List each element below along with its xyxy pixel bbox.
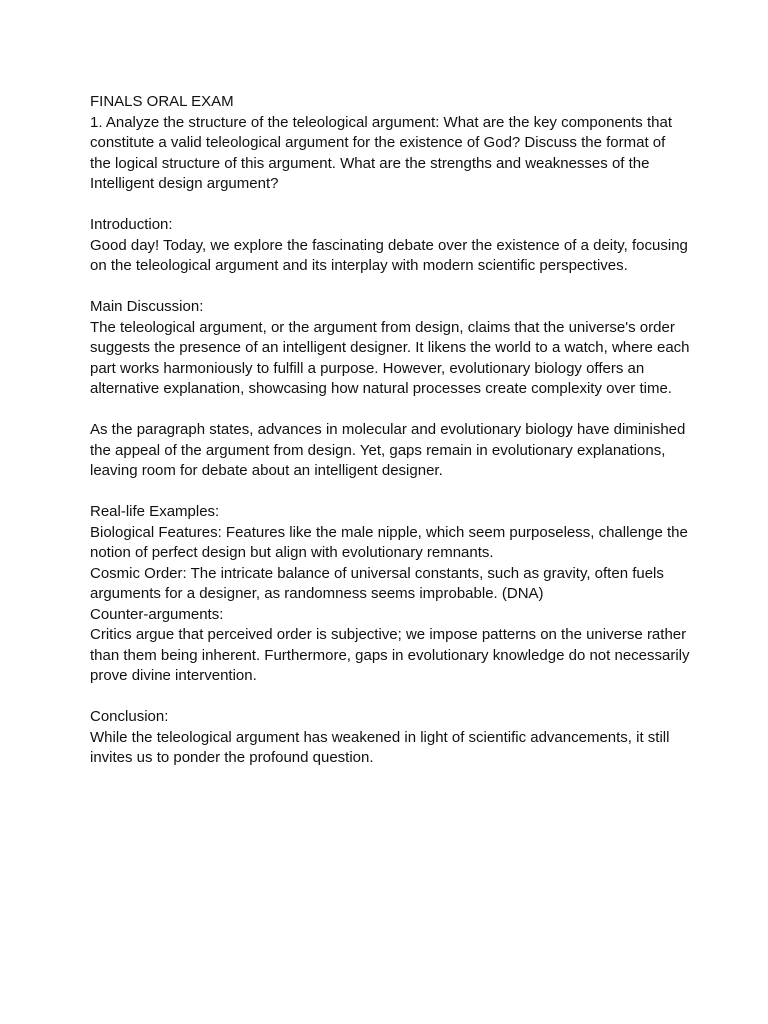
introduction-heading: Introduction: xyxy=(90,216,173,233)
counter-arguments-text: Critics argue that perceived order is subjective; we impose patterns on the universe rather than them being inherent. Furthermore, gaps in evolutionary knowledge do not necessarily prove divine intervention. xyxy=(90,626,690,684)
conclusion-heading: Conclusion: xyxy=(90,708,169,725)
spacer xyxy=(90,277,690,298)
main-discussion-paragraph-2: As the paragraph states, advances in molecular and evolutionary biology have diminished the appeal of the argument from design. Yet, gaps remain in evolutionary explanations, leaving room for debate about an intelligent designer. xyxy=(90,421,686,479)
spacer xyxy=(90,482,690,503)
counter-arguments-heading: Counter-arguments: xyxy=(90,605,224,623)
conclusion-text: While the teleological argument has weakened in light of scientific advancements, it still invites us to ponder the profound question. xyxy=(90,728,670,766)
document-title: FINALS ORAL EXAM xyxy=(90,93,234,110)
main-discussion-heading: Main Discussion: xyxy=(90,298,204,315)
main-discussion-text: The teleological argument, or the argument from design, claims that the universe's order suggests the presence of an intelligent designer. It likens the world to a watch, where each part works harmoniously to fulfill a purpose. However, evolutionary biology offers an alternative explanation, showcasing how natural processes create complexity over time. xyxy=(90,318,690,397)
biological-features-text: Biological Features: Features like the male nipple, which seem purposeless, challenge the notion of perfect design but align with evolutionary remnants. xyxy=(90,523,688,561)
spacer xyxy=(90,195,690,216)
spacer xyxy=(90,400,690,421)
exam-question: 1. Analyze the structure of the teleological argument: What are the key components that constitute a valid teleological argument for the existence of God? Discuss the format of the logical structure of this argument. What are the strengths and weaknesses of the Intelligent design argument? xyxy=(90,113,672,192)
document-body xyxy=(90,92,690,769)
examples-heading: Real-life Examples: xyxy=(90,503,220,520)
cosmic-order-text: Cosmic Order: The intricate balance of universal constants, such as gravity, often fuels arguments for a designer, as randomness seems improbable. (DNA) xyxy=(90,564,664,602)
spacer xyxy=(90,687,690,708)
introduction-text: Good day! Today, we explore the fascinating debate over the existence of a deity, focusing on the teleological argument and its interplay with modern scientific perspectives. xyxy=(90,236,688,274)
